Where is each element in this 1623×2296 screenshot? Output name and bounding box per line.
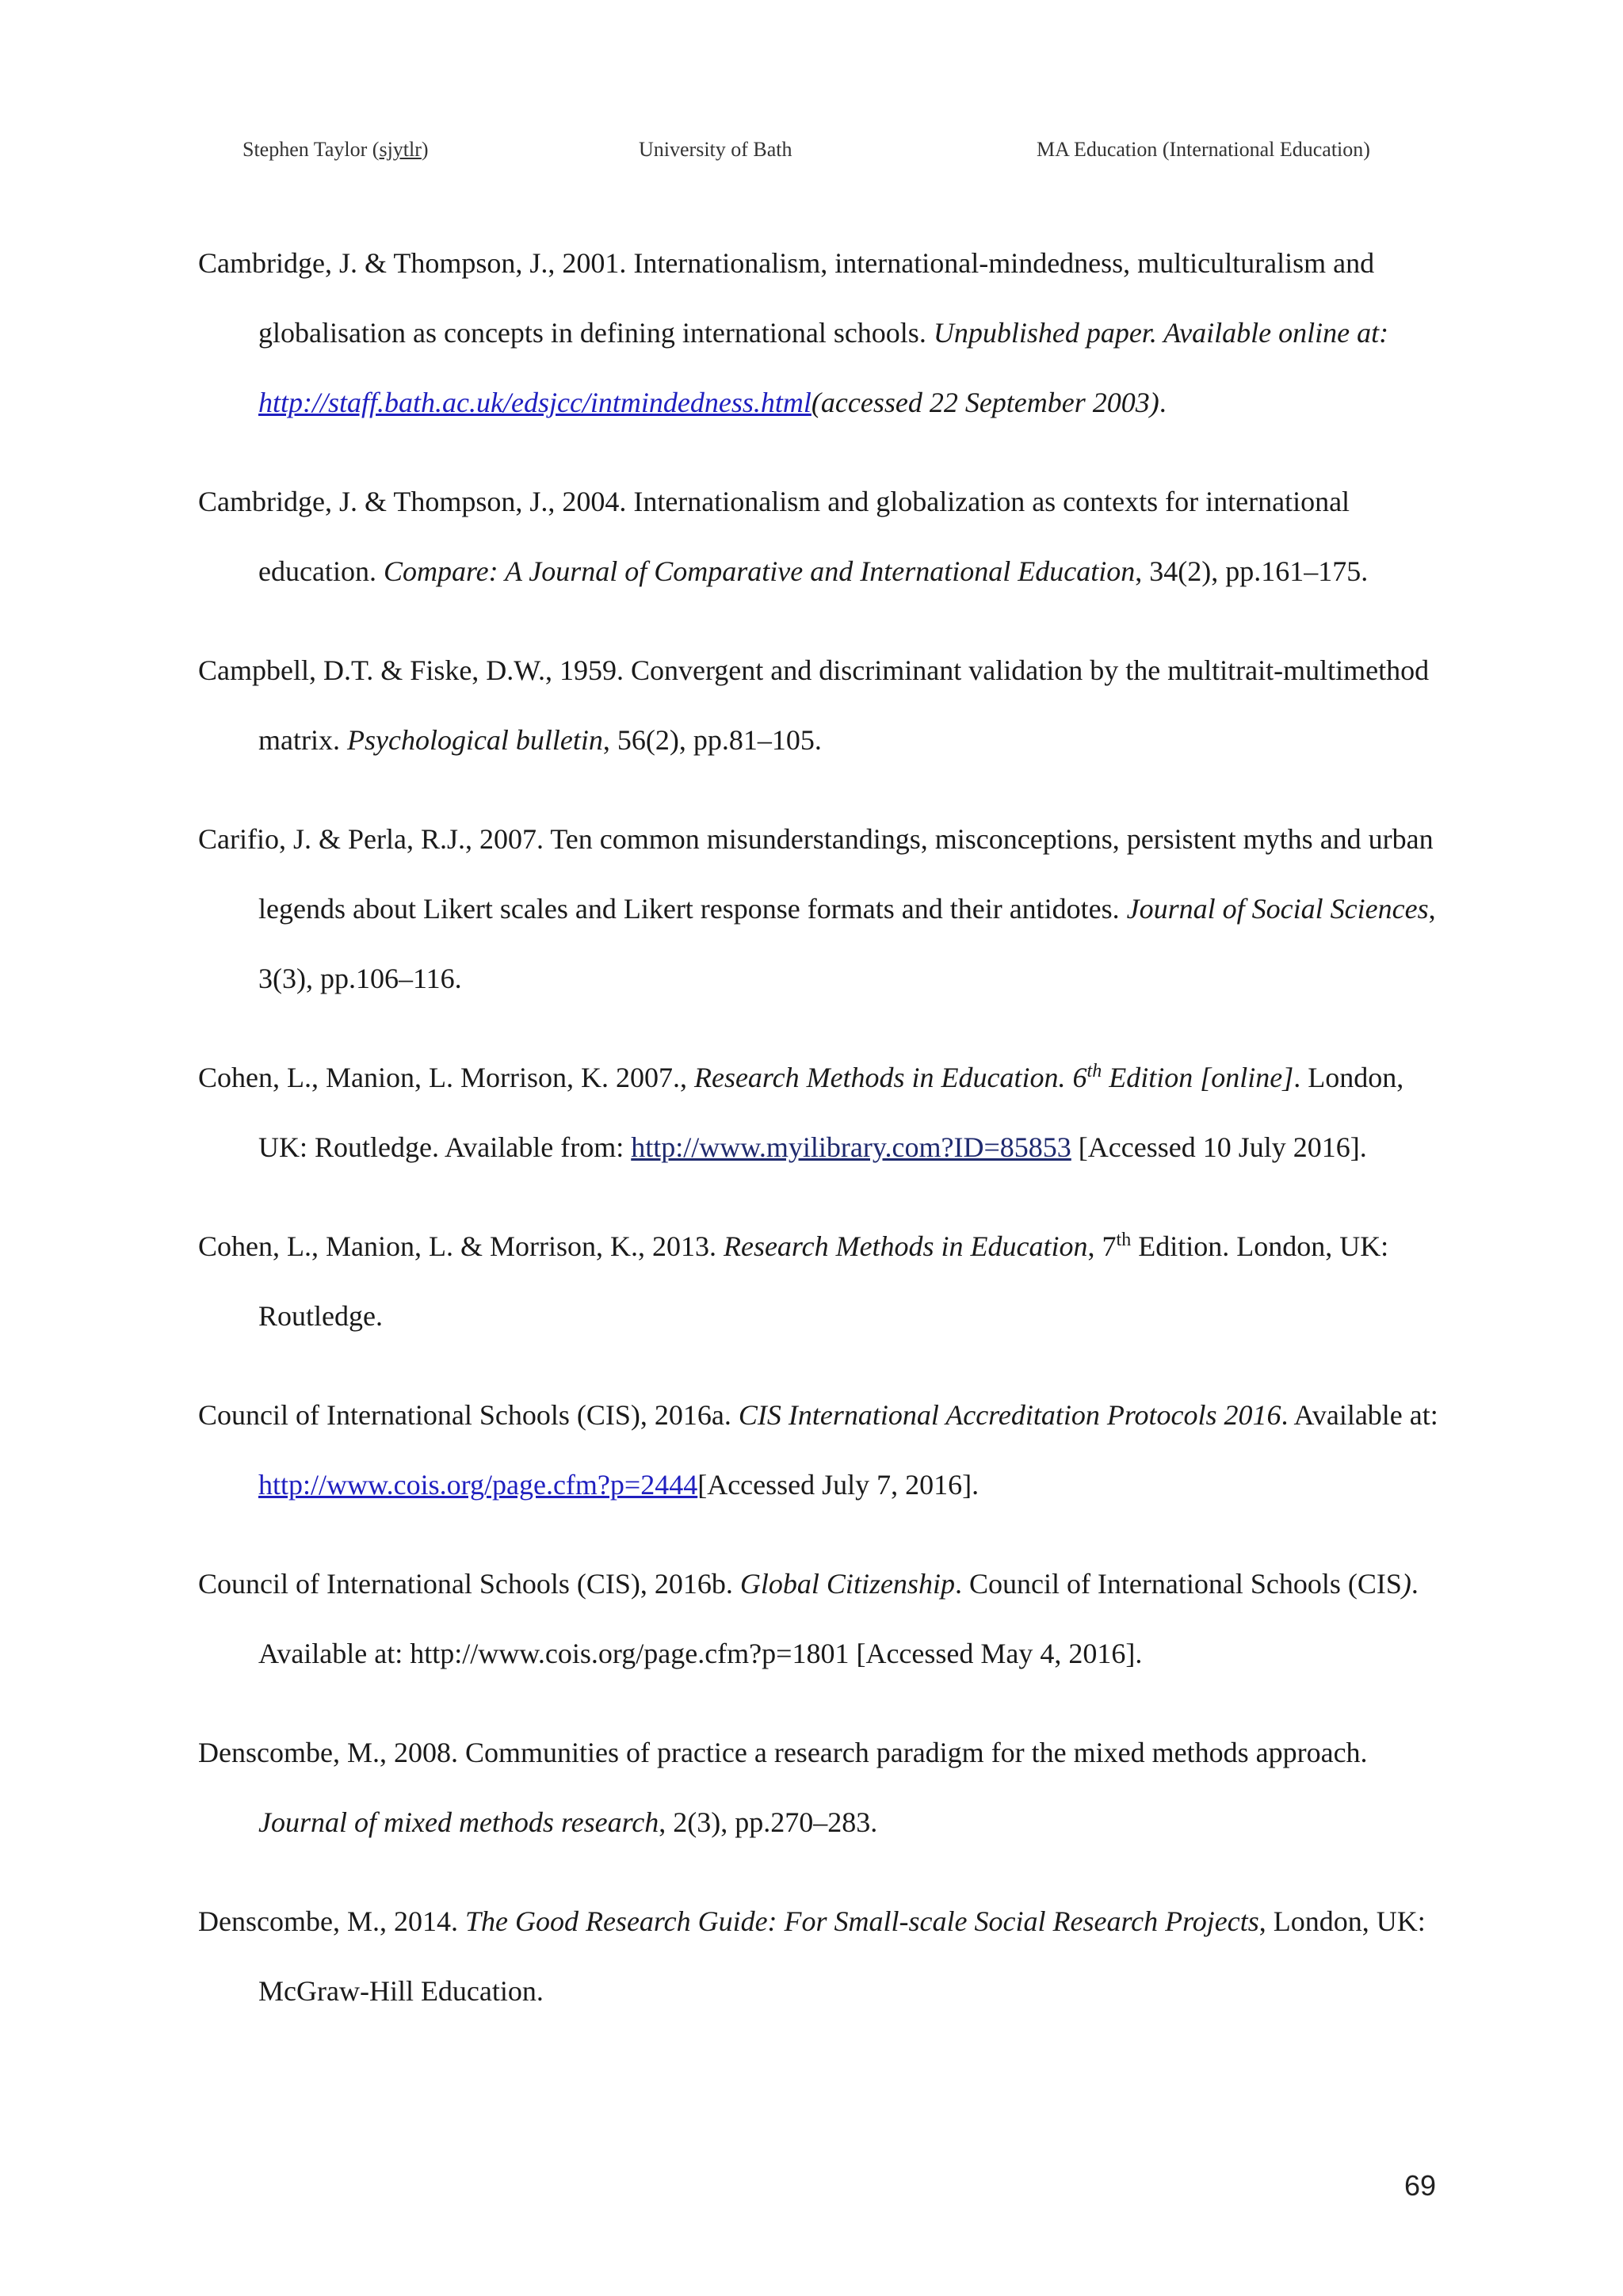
reference-text: Cohen, L., Manion, L. Morrison, K. 2007.,	[198, 1062, 694, 1093]
reference-text-end: [Accessed 10 July 2016].	[1071, 1131, 1367, 1163]
reference-paren: )	[1401, 1568, 1411, 1600]
reference-text-end: . Available at: http://www.cois.org/page.cfm?p=1801 [Accessed May 4, 2016].	[258, 1568, 1419, 1669]
reference-source: Journal of mixed methods research	[258, 1806, 659, 1838]
reference-entry	[198, 1380, 1442, 1520]
reference-text-end: [Accessed July 7, 2016].	[697, 1469, 980, 1501]
reference-entry	[198, 1043, 1442, 1182]
reference-publisher: . London, UK: Routledge. Available from:	[258, 1062, 1404, 1163]
reference-text-end: , 56(2), pp.81–105.	[602, 724, 822, 756]
reference-text-end: , London, UK: McGraw-Hill Education.	[258, 1905, 1426, 2007]
reference-available: . Available at:	[1281, 1399, 1438, 1431]
reference-source: The Good Research Guide: For Small-scale Social Research Projects	[464, 1905, 1259, 1937]
reference-entry	[198, 1549, 1442, 1688]
reference-text: Denscombe, M., 2008. Communities of practice a research paradigm for the mixed methods approach.	[198, 1737, 1368, 1768]
reference-entry	[198, 1886, 1442, 2026]
reference-text: Cohen, L., Manion, L. & Morrison, K., 2013.	[198, 1230, 724, 1262]
reference-superscript: th	[1086, 1061, 1102, 1081]
reference-text: Denscombe, M., 2014.	[198, 1905, 465, 1937]
reference-text-end: , 3(3), pp.106–116.	[258, 893, 1436, 994]
reference-edition: , 7	[1087, 1230, 1117, 1262]
reference-source: Research Methods in Education	[723, 1230, 1088, 1262]
reference-source: Global Citizenship	[739, 1568, 955, 1600]
reference-entry	[198, 804, 1442, 1013]
running-header	[0, 138, 1623, 170]
reference-text: Council of International Schools (CIS), 2016a.	[198, 1399, 739, 1431]
header-program: MA Education (International Education)	[1037, 138, 1370, 161]
reference-source: Research Methods in Education. 6	[693, 1062, 1087, 1093]
reference-entry	[198, 1211, 1442, 1351]
reference-text-end: Edition. London, UK: Routledge.	[258, 1230, 1389, 1332]
reference-link[interactable]: http://www.cois.org/page.cfm?p=2444	[258, 1469, 698, 1501]
reference-source: CIS International Accreditation Protocols 2016	[738, 1399, 1281, 1431]
reference-link[interactable]: http://staff.bath.ac.uk/edsjcc/intmindedness.html	[258, 387, 812, 418]
reference-entry	[198, 635, 1442, 775]
reference-text: Campbell, D.T. & Fiske, D.W., 1959. Convergent and discriminant validation by the multitrait-multimethod matrix.	[198, 654, 1430, 756]
reference-text-end: , 2(3), pp.270–283.	[659, 1806, 878, 1838]
reference-text: Cambridge, J. & Thompson, J., 2001. Internationalism, international-mindedness, multiculturalism and globalisation as concepts in defining international schools.	[198, 247, 1375, 349]
header-author-handle: sjytlr	[379, 138, 422, 161]
header-author	[242, 138, 429, 162]
reference-entry	[198, 1718, 1442, 1857]
page-number: 69	[1404, 2169, 1437, 2202]
reference-text: Council of International Schools (CIS), 2016b.	[198, 1568, 740, 1600]
header-author-close: )	[421, 138, 429, 161]
reference-source: Journal of Social Sciences	[1126, 893, 1429, 925]
reference-list	[198, 228, 1442, 2055]
reference-entry	[198, 228, 1442, 437]
reference-source: Compare: A Journal of Comparative and International Education	[383, 555, 1136, 587]
reference-publisher: . Council of International Schools (CIS	[954, 1568, 1402, 1600]
reference-accessed: (accessed 22 September 2003)	[811, 387, 1159, 418]
reference-source-edition: Edition [online]	[1102, 1062, 1294, 1093]
reference-source: Psychological bulletin	[346, 724, 603, 756]
reference-text: Cambridge, J. & Thompson, J., 2004. Internationalism and globalization as contexts for international education.	[198, 486, 1350, 587]
reference-superscript: th	[1116, 1230, 1132, 1250]
reference-link[interactable]: http://www.myilibrary.com?ID=85853	[631, 1131, 1071, 1163]
header-author-name: Stephen Taylor (	[242, 138, 380, 161]
reference-text-end: , 34(2), pp.161–175.	[1135, 555, 1369, 587]
reference-text-end: .	[1159, 387, 1167, 418]
reference-entry	[198, 467, 1442, 606]
header-university: University of Bath	[639, 138, 792, 161]
reference-source: Unpublished paper. Available online at:	[933, 317, 1389, 349]
reference-text: Carifio, J. & Perla, R.J., 2007. Ten common misunderstandings, misconceptions, persistent myths and urban legends about Likert scales and Likert response formats and their antidotes.	[198, 823, 1434, 925]
